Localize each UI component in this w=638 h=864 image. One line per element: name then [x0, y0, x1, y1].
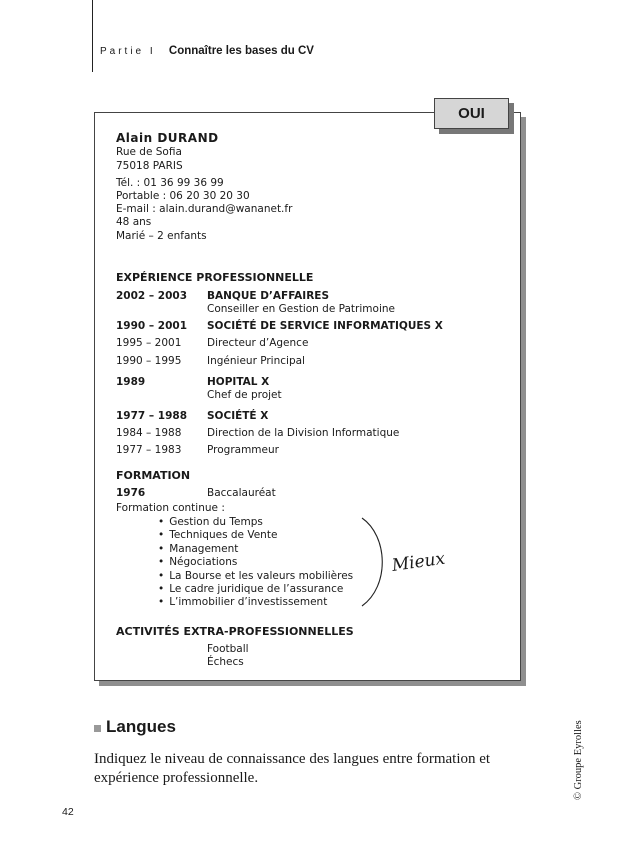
- experience-period: 1977 – 1988: [116, 410, 188, 422]
- experience-employer: SOCIÉTÉ X: [207, 410, 269, 422]
- experience-period: 1989: [116, 376, 146, 388]
- experience-role: Programmeur: [207, 444, 279, 456]
- experience-period: 1990 – 1995: [116, 355, 182, 367]
- experience-period: 1995 – 2001: [116, 337, 182, 349]
- running-header: [100, 45, 314, 57]
- page-number: 42: [62, 806, 74, 818]
- activities-heading: ACTIVITÉS EXTRA-PROFESSIONNELLES: [116, 625, 354, 638]
- section-bullet-square: [94, 725, 101, 732]
- chapter-title: Connaître les bases du CV: [168, 45, 314, 57]
- list-item: • Techniques de Vente: [158, 529, 353, 542]
- experience-role: Chef de projet: [207, 389, 282, 401]
- part-label: Partie I: [100, 46, 156, 57]
- oui-badge: OUI: [434, 98, 509, 129]
- handwritten-annotation: Mieux: [390, 548, 447, 576]
- experience-employer: BANQUE D’AFFAIRES: [207, 290, 330, 302]
- mobile-phone: Portable : 06 20 30 20 30: [116, 190, 250, 202]
- phone: Tél. : 01 36 99 36 99: [116, 177, 224, 189]
- formation-continue-label: Formation continue :: [116, 502, 225, 514]
- list-item: • L’immobilier d’investissement: [158, 596, 353, 609]
- experience-period: 1977 – 1983: [116, 444, 182, 456]
- margin-rule: [92, 0, 93, 72]
- address-line-1: Rue de Sofia: [116, 146, 182, 158]
- formation-heading: FORMATION: [116, 469, 191, 482]
- experience-period: 1984 – 1988: [116, 427, 182, 439]
- section-body: Indiquez le niveau de connaissance des langues entre formation et expérience professionnelle.: [94, 751, 491, 786]
- experience-employer: SOCIÉTÉ DE SERVICE INFORMATIQUES X: [207, 320, 443, 332]
- section-heading: Langues: [106, 717, 176, 736]
- formation-year: 1976: [116, 487, 146, 499]
- candidate-name: Alain DURAND: [116, 131, 219, 145]
- experience-role: Ingénieur Principal: [207, 355, 305, 367]
- brace-annotation: [356, 516, 396, 608]
- activity-item: Échecs: [207, 656, 244, 668]
- experience-employer: HOPITAL X: [207, 376, 270, 388]
- experience-period: 1990 – 2001: [116, 320, 188, 332]
- experience-role: Directeur d’Agence: [207, 337, 309, 349]
- formation-diploma: Baccalauréat: [207, 487, 276, 499]
- list-item: • Le cadre juridique de l’assurance: [158, 583, 353, 596]
- list-item: • Négociations: [158, 556, 353, 569]
- experience-heading: EXPÉRIENCE PROFESSIONNELLE: [116, 271, 314, 284]
- experience-period: 2002 – 2003: [116, 290, 188, 302]
- training-list: [158, 516, 353, 610]
- email: E-mail : alain.durand@wananet.fr: [116, 203, 293, 215]
- activity-item: Football: [207, 643, 249, 655]
- list-item: • Management: [158, 543, 353, 556]
- address-line-2: 75018 PARIS: [116, 160, 183, 172]
- family-status: Marié – 2 enfants: [116, 230, 207, 242]
- list-item: • La Bourse et les valeurs mobilières: [158, 570, 353, 583]
- list-item: • Gestion du Temps: [158, 516, 353, 529]
- copyright-notice: © Groupe Eyrolles: [573, 720, 584, 800]
- experience-role: Conseiller en Gestion de Patrimoine: [207, 303, 395, 315]
- experience-role: Direction de la Division Informatique: [207, 427, 400, 439]
- age: 48 ans: [116, 216, 152, 228]
